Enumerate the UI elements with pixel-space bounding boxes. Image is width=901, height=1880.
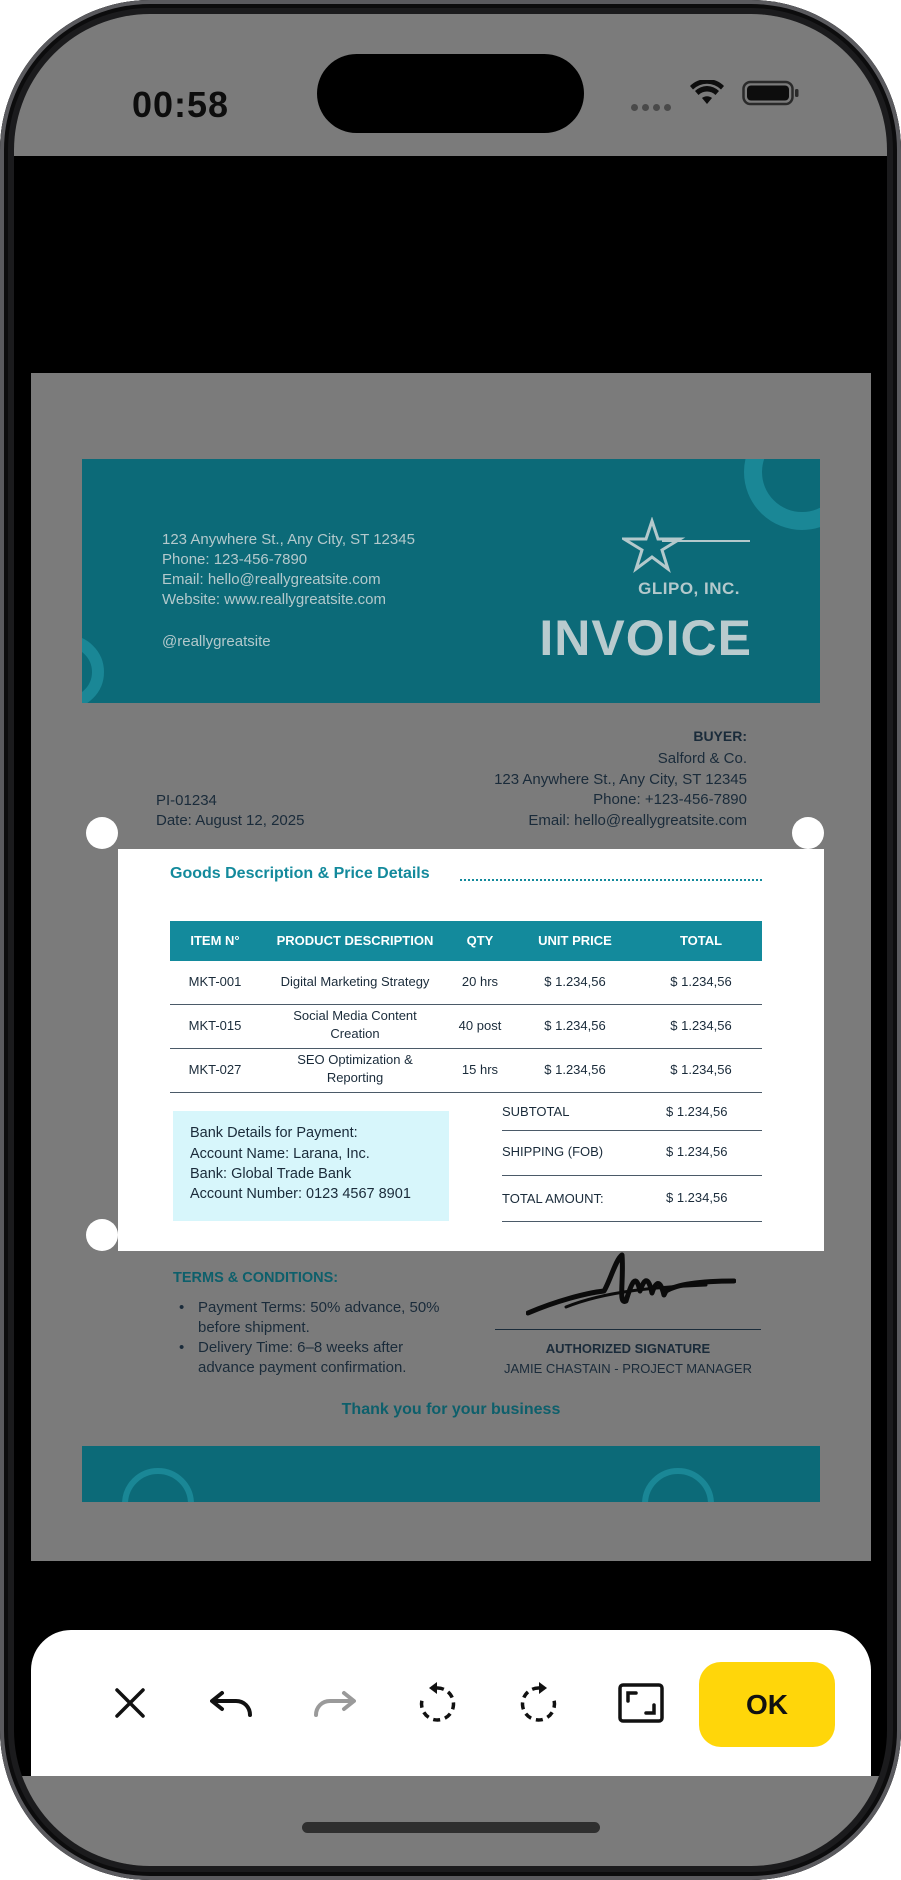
decorative-ring (82, 635, 104, 703)
buyer-phone: Phone: +123-456-7890 (593, 791, 747, 808)
bank-line: Account Number: 0123 4567 8901 (190, 1186, 411, 1202)
header-handle: @reallygreatsite (162, 633, 271, 650)
col-description: PRODUCT DESCRIPTION (276, 933, 434, 948)
shipping-value: $ 1.234,56 (666, 1144, 728, 1159)
buyer-email: Email: hello@reallygreatsite.com (528, 812, 747, 829)
header-address: 123 Anywhere St., Any City, ST 12345 (162, 531, 415, 548)
signature-line (495, 1329, 761, 1330)
row3-desc-cont: Reporting (326, 1070, 384, 1085)
shipping-label: SHIPPING (FOB) (502, 1144, 604, 1159)
invoice-footer (82, 1446, 820, 1502)
wifi-icon (690, 80, 724, 106)
terms-line: Payment Terms: 50% advance, 50% (198, 1299, 440, 1316)
subtotal-label: SUBTOTAL (502, 1104, 570, 1119)
row1-qty: 20 hrs (461, 974, 499, 989)
row2-item: MKT-015 (188, 1018, 242, 1033)
star-logo-icon (622, 517, 752, 579)
row1-unit: $ 1.234,56 (544, 974, 606, 989)
undo-icon (210, 1687, 254, 1719)
buyer-name: Salford & Co. (657, 750, 747, 767)
crop-handle-top-right[interactable] (792, 817, 824, 849)
decorative-ring (744, 459, 820, 530)
status-time: 00:58 (132, 84, 230, 125)
undo-button[interactable] (202, 1673, 262, 1733)
redo-icon (312, 1687, 356, 1719)
terms-bullet-dot: • (179, 1339, 185, 1356)
col-item: ITEM N° (190, 933, 240, 948)
decorative-ring (642, 1468, 714, 1502)
row-divider (170, 1092, 762, 1093)
signature-label: AUTHORIZED SIGNATURE (545, 1341, 711, 1356)
row3-desc: SEO Optimization & (297, 1052, 413, 1067)
col-total: TOTAL (679, 933, 723, 948)
row2-unit: $ 1.234,56 (544, 1018, 606, 1033)
total-amount-value: $ 1.234,56 (666, 1190, 728, 1205)
handwritten-signature (526, 1251, 736, 1323)
bank-line: Bank: Global Trade Bank (190, 1166, 352, 1182)
subtotal-value: $ 1.234,56 (666, 1104, 728, 1119)
dynamic-island (317, 54, 584, 133)
table-header (170, 921, 762, 961)
row1-item: MKT-001 (188, 974, 242, 989)
row1-total: $ 1.234,56 (670, 974, 732, 989)
rotate-left-icon (417, 1682, 457, 1724)
edit-toolbar (31, 1630, 871, 1776)
row-divider (170, 1048, 762, 1049)
aspect-ratio-icon (618, 1683, 664, 1723)
terms-line: advance payment confirmation. (198, 1359, 407, 1376)
invoice-header (82, 459, 820, 703)
total-amount-label: TOTAL AMOUNT: (502, 1191, 604, 1206)
header-website: Website: www.reallygreatsite.com (162, 591, 386, 608)
row3-unit: $ 1.234,56 (544, 1062, 606, 1077)
rotate-right-icon (519, 1682, 559, 1724)
crop-handle-bottom-left[interactable] (86, 1219, 118, 1251)
ok-button[interactable]: OK (699, 1662, 835, 1747)
home-indicator[interactable] (302, 1822, 600, 1833)
row3-item: MKT-027 (188, 1062, 242, 1077)
signal-dots-icon (631, 104, 671, 111)
rotate-left-button[interactable] (407, 1673, 467, 1733)
totals-divider (502, 1221, 762, 1222)
row2-total: $ 1.234,56 (670, 1018, 732, 1033)
col-unit-price: UNIT PRICE (538, 933, 612, 948)
crop-selection[interactable] (118, 849, 824, 1251)
bank-line: Bank Details for Payment: (190, 1125, 358, 1141)
invoice-number: PI-01234 (156, 792, 217, 809)
signature-name: JAMIE CHASTAIN - PROJECT MANAGER (504, 1361, 752, 1376)
row2-desc: Social Media Content (293, 1008, 417, 1023)
screen (14, 14, 887, 1866)
thank-you-text: Thank you for your business (341, 1401, 561, 1418)
bottom-strip (14, 1776, 887, 1866)
invoice-title: INVOICE (539, 610, 752, 666)
header-phone: Phone: 123-456-7890 (162, 551, 308, 568)
crop-handle-bottom-right[interactable] (792, 1219, 824, 1251)
close-button[interactable] (100, 1673, 160, 1733)
row3-qty: 15 hrs (461, 1062, 499, 1077)
header-email: Email: hello@reallygreatsite.com (162, 571, 381, 588)
status-bar (14, 14, 887, 156)
battery-icon (742, 80, 800, 106)
col-qty: QTY (466, 933, 494, 948)
decorative-ring (122, 1468, 194, 1502)
rotate-right-button[interactable] (509, 1673, 569, 1733)
row1-desc: Digital Marketing Strategy (280, 974, 430, 989)
row3-total: $ 1.234,56 (670, 1062, 732, 1077)
totals-divider (502, 1130, 762, 1131)
crop-handle-top-left[interactable] (86, 817, 118, 849)
terms-bullet-dot: • (179, 1299, 185, 1316)
row2-qty: 40 post (458, 1018, 502, 1033)
buyer-heading: BUYER: (693, 728, 747, 744)
terms-line: Delivery Time: 6–8 weeks after (198, 1339, 404, 1356)
terms-heading: TERMS & CONDITIONS: (173, 1270, 339, 1286)
dotted-divider (460, 879, 762, 881)
bank-details-box (173, 1111, 449, 1221)
terms-line: before shipment. (198, 1319, 310, 1336)
bank-line: Account Name: Larana, Inc. (190, 1146, 370, 1162)
row2-desc-cont: Creation (330, 1026, 380, 1041)
close-icon (114, 1687, 146, 1719)
aspect-ratio-button[interactable] (611, 1673, 671, 1733)
totals-divider (502, 1175, 762, 1176)
goods-title: Goods Description & Price Details (170, 865, 430, 882)
invoice-date: Date: August 12, 2025 (156, 812, 305, 829)
buyer-address: 123 Anywhere St., Any City, ST 12345 (494, 771, 747, 788)
redo-button[interactable] (304, 1673, 364, 1733)
row-divider (170, 1004, 762, 1005)
company-name: GLIPO, INC. (638, 579, 740, 598)
